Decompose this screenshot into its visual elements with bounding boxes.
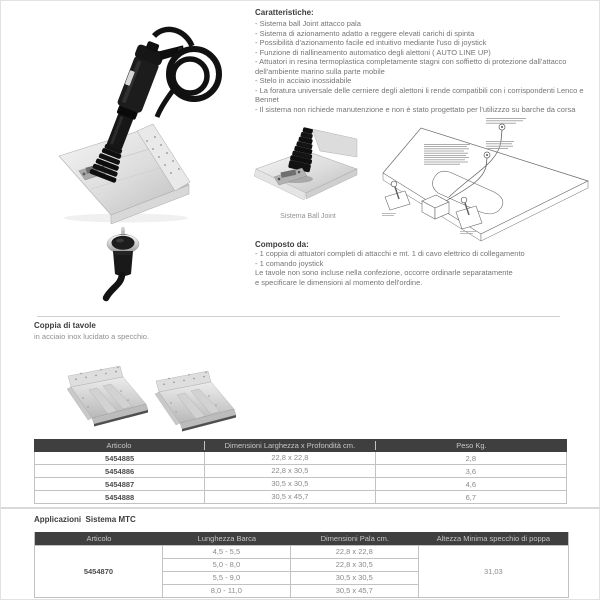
weight-value: 4,6 — [465, 479, 476, 489]
blade-dimensions-value: 30,5 x 45,7 — [291, 584, 419, 597]
article-number: 5454870 — [35, 545, 163, 597]
weight-value: 6,7 — [465, 492, 476, 502]
blade-dimensions-value: 22,8 x 22,8 — [291, 545, 419, 558]
characteristic-item: - Possibilità d'azionamento facile ed intuitivo mediante l'uso di joystick — [255, 38, 487, 47]
weight-value: 3,6 — [465, 466, 476, 476]
composto-item: - 1 comando joystick — [255, 258, 324, 268]
characteristic-item: - Sistema ball Joint attacco pala — [255, 19, 361, 28]
ball-joint-photo — [254, 127, 359, 213]
column-header: Articolo — [106, 441, 132, 450]
characteristic-item: - Funzione di riallineamento automatico degli alettoni ( AUTO LINE UP) — [255, 47, 491, 57]
coiled-cable — [154, 29, 219, 117]
column-header: Peso Kg. — [456, 441, 487, 450]
ball-joint-caption: Sistema Ball Joint — [280, 213, 336, 220]
boat-length-value: 5,5 - 9,0 — [163, 571, 291, 584]
table-row — [34, 478, 567, 491]
column-header: Dimensioni Pala cm. — [291, 532, 419, 545]
dimensions-table — [34, 439, 567, 504]
section-divider — [1, 507, 600, 509]
characteristic-item: - Attuatori in resina termoplastica completamente stagni con soffietto di protezione dall'attacco dell'ambiente marino sulla parte mobile — [255, 57, 567, 76]
composto-section — [255, 240, 600, 287]
characteristics-title: Caratteristiche: — [255, 8, 314, 17]
blade-dimensions-value: 30,5 x 30,5 — [291, 571, 419, 584]
dimensions-value: 22,8 x 22,8 — [204, 452, 375, 464]
section-divider — [37, 316, 560, 317]
joystick-photo — [93, 227, 158, 307]
composto-item: - 1 coppia di attuatori completi di attacchi e mt. 1 di cavo elettrico di collegamento — [255, 249, 525, 258]
tavole-title: Coppia di tavole — [34, 321, 96, 330]
blade-dimensions-value: 22,8 x 30,5 — [291, 558, 419, 571]
characteristic-item: - La foratura universale delle cerniere degli alettoni li rende compatibili con i corrispondenti Lenco e Bennet — [255, 85, 584, 104]
min-transom-height-value: 31,03 — [419, 545, 568, 597]
table-row — [34, 491, 567, 504]
diagram-annotation-text — [486, 118, 526, 124]
tavole-subtitle: in acciaio inox lucidato a specchio. — [34, 332, 150, 341]
dimensions-value: 30,5 x 30,5 — [204, 478, 375, 490]
column-header: Dimensioni Larghezza x Profondità cm. — [204, 441, 376, 450]
article-number: 5454887 — [105, 479, 135, 489]
article-number: 5454886 — [105, 466, 135, 476]
boat-length-value: 5,0 - 8,0 — [163, 558, 291, 571]
applications-table — [34, 532, 569, 598]
weight-value: 2,8 — [465, 453, 476, 463]
boat-length-value: 8,0 - 11,0 — [163, 584, 291, 597]
characteristics-section — [255, 8, 600, 114]
diagram-hull — [383, 128, 588, 234]
product-photo-actuator-trim-tab — [31, 19, 226, 224]
applications-title: Applicazioni Sistema MTC — [34, 515, 136, 524]
installation-diagram — [374, 111, 599, 243]
characteristic-item: - Stelo in acciaio inossidabile — [255, 76, 352, 85]
characteristic-item: - Il sistema non richiede manutenzione e non è stato progettato per l'utilizzzo su barche da corsa — [255, 104, 576, 114]
characteristic-item: - Sistema di azionamento adatto a reggere elevati carichi di spinta — [255, 28, 475, 38]
table-row — [34, 465, 567, 478]
boat-length-value: 4,5 - 5,5 — [163, 545, 291, 558]
dimensions-value: 22,8 x 30,5 — [204, 465, 375, 477]
joystick-cable — [106, 275, 122, 298]
article-number: 5454888 — [105, 492, 135, 502]
composto-title: Composto da: — [255, 240, 309, 249]
column-header: Altezza Minima specchio di poppa — [419, 532, 568, 545]
column-header: Lunghezza Barca — [163, 532, 291, 545]
table-row — [34, 452, 567, 465]
table-header-row — [34, 439, 567, 452]
column-header: Articolo — [35, 532, 163, 545]
article-number: 5454885 — [105, 453, 135, 463]
dimensions-value: 30,5 x 45,7 — [204, 491, 375, 503]
composto-note: Le tavole non sono incluse nella confezione, occorre ordinarle separatamente e specificare le dimensioni al momento dell'ordine. — [255, 268, 513, 287]
